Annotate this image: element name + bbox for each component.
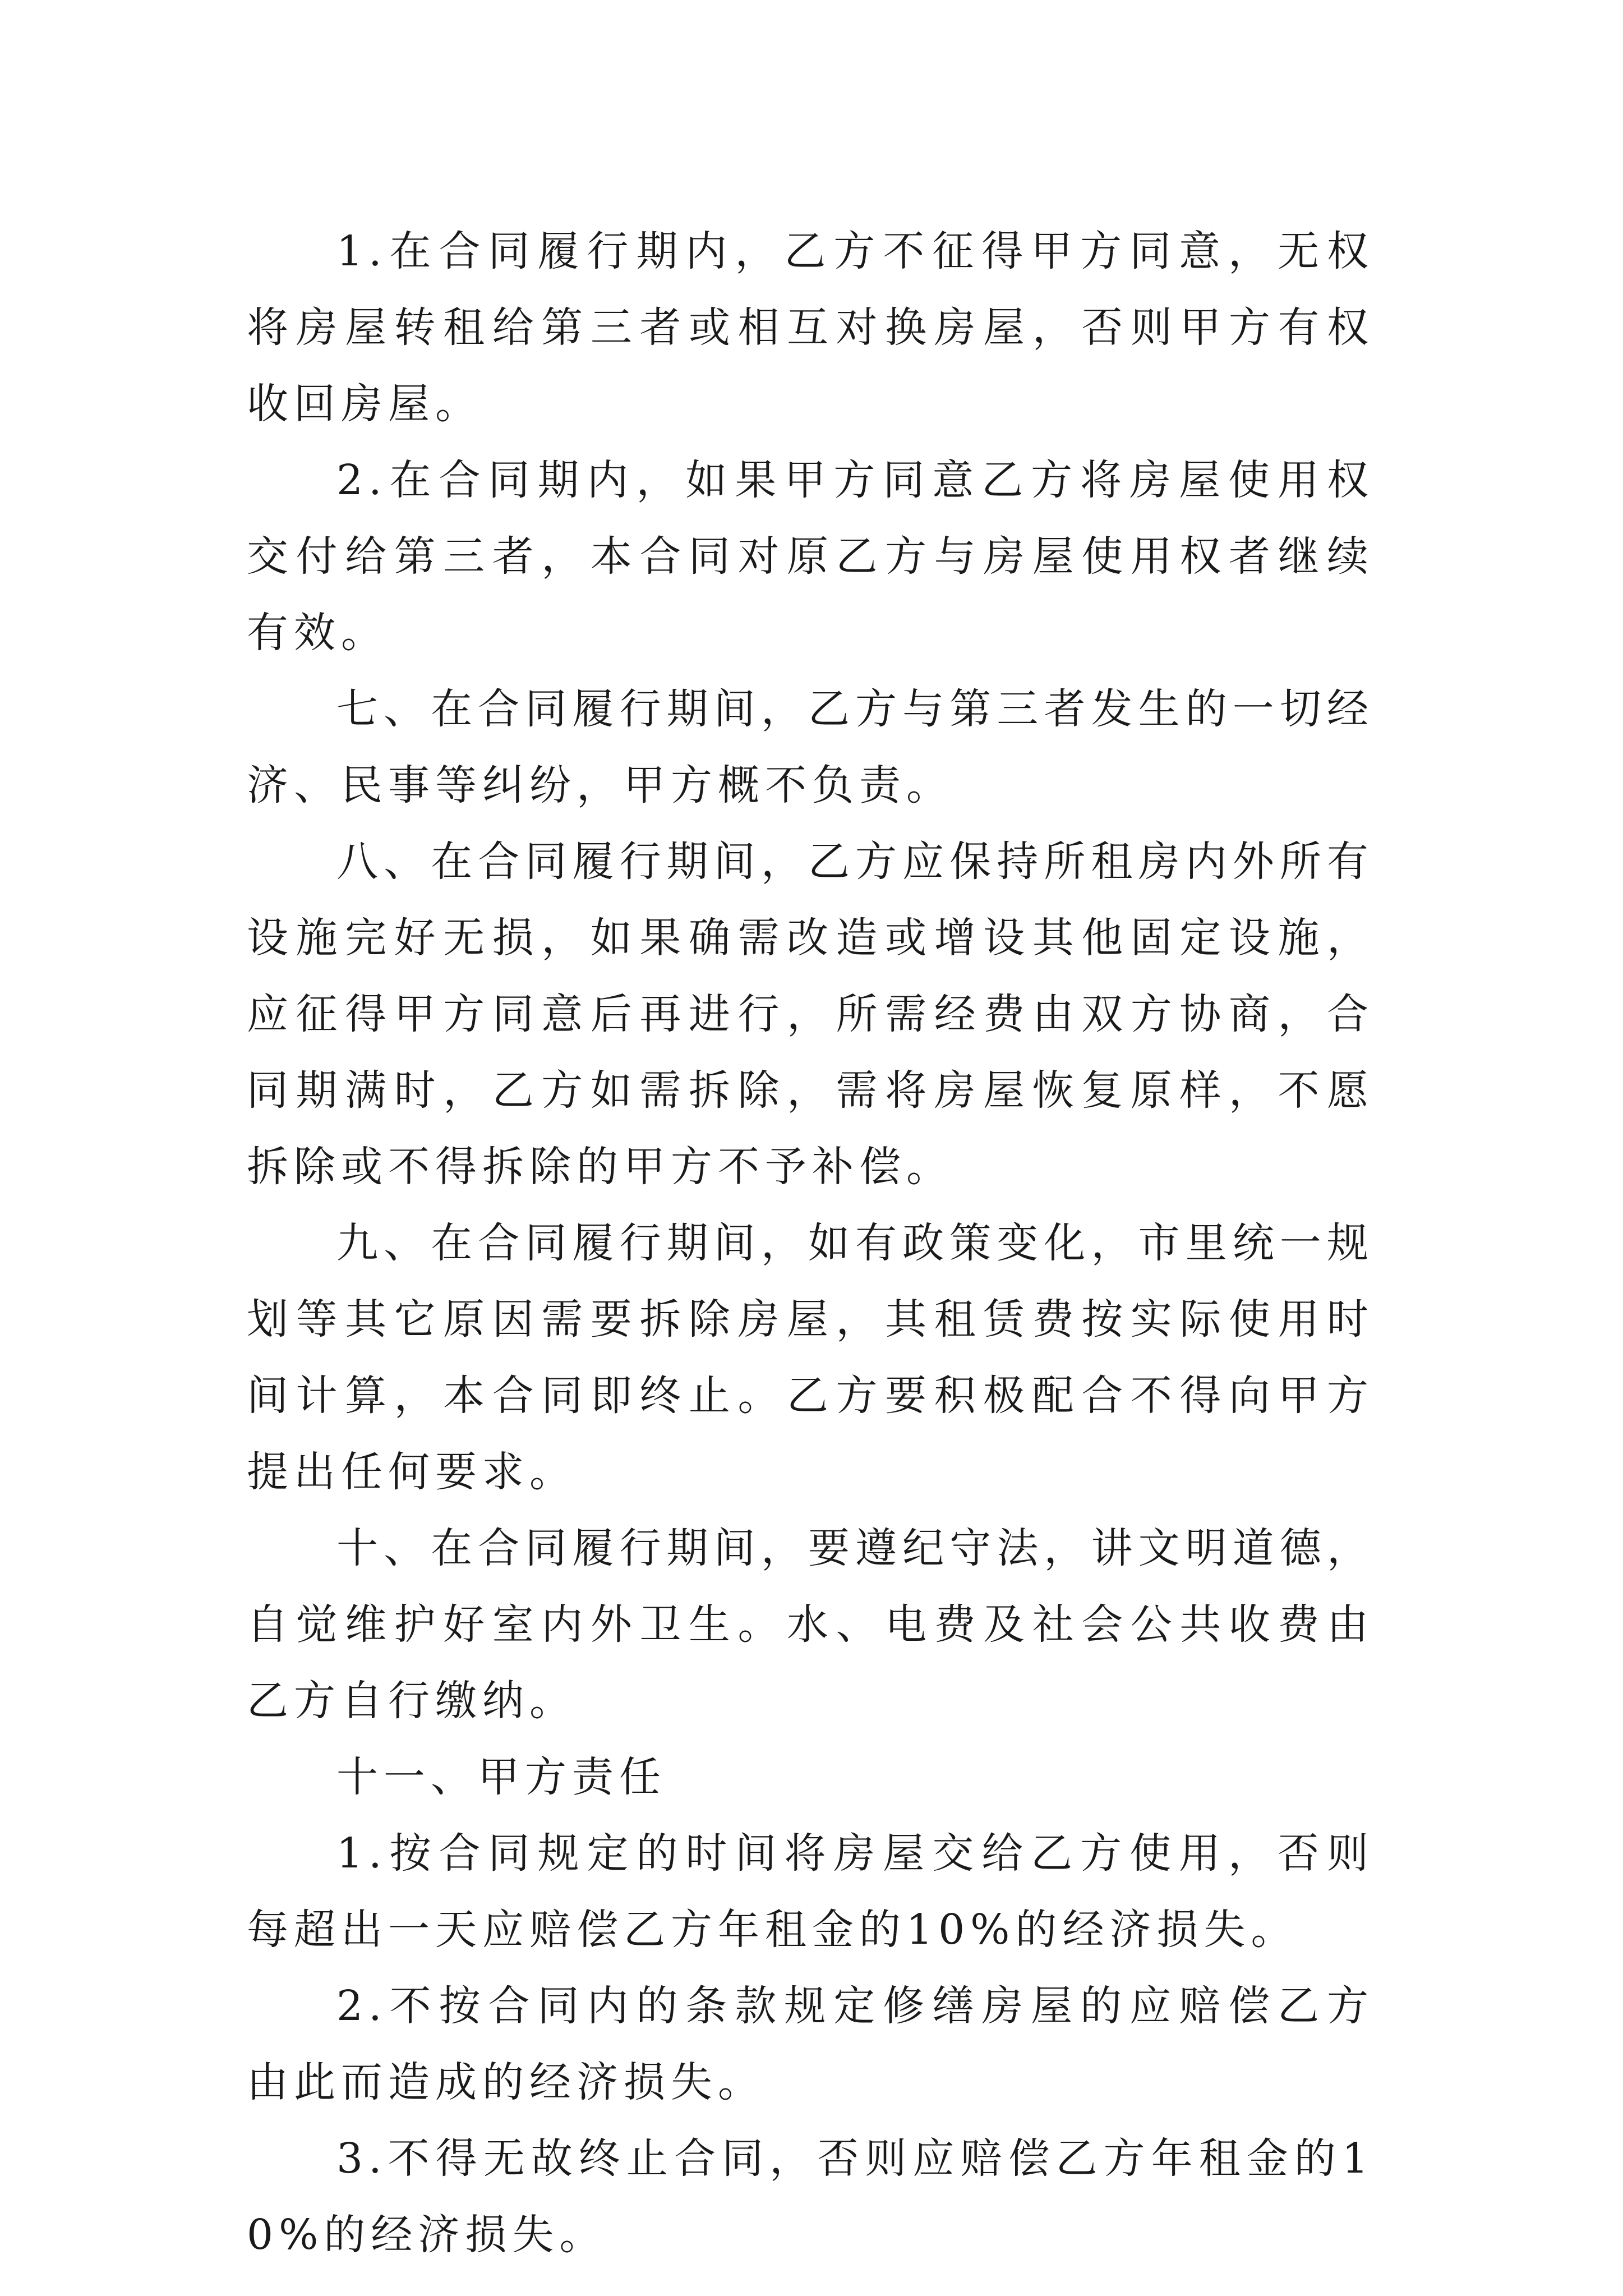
paragraph-clause-11-3: 3.不得无故终止合同，否则应赔偿乙方年租金的10%的经济损失。 bbox=[247, 2134, 1374, 2259]
paragraph-clause-8: 八、在合同履行期间，乙方应保持所租房内外所有设施完好无损，如果确需改造或增设其他固定设施，应征得甲方同意后再进行，所需经费由双方协商，合同期满时，乙方如需拆除，需将房屋恢复原样，不愿拆除或不得拆除的甲方不予补偿。 bbox=[247, 838, 1374, 1191]
section-heading-party-a-responsibility: 十一、甲方责任 bbox=[336, 1753, 666, 1801]
paragraph-clause-11-1: 1.按合同规定的时间将房屋交给乙方使用，否则每超出一天应赔偿乙方年租金的10%的经济损失。 bbox=[247, 1829, 1374, 1954]
paragraph-clause-11-2: 2.不按合同内的条款规定修缮房屋的应赔偿乙方由此而造成的经济损失。 bbox=[247, 1982, 1374, 2106]
paragraph-clause-6-2: 2.在合同期内，如果甲方同意乙方将房屋使用权交付给第三者，本合同对原乙方与房屋使用权者继续有效。 bbox=[247, 456, 1374, 657]
document-body bbox=[247, 213, 1374, 2273]
paragraph-clause-7: 七、在合同履行期间，乙方与第三者发生的一切经济、民事等纠纷，甲方概不负责。 bbox=[247, 685, 1374, 809]
paragraph-clause-6-1: 1.在合同履行期内，乙方不征得甲方同意，无权将房屋转租给第三者或相互对换房屋，否则甲方有权收回房屋。 bbox=[247, 227, 1374, 428]
paragraph-clause-9: 九、在合同履行期间，如有政策变化，市里统一规划等其它原因需要拆除房屋，其租赁费按实际使用时间计算，本合同即终止。乙方要积极配合不得向甲方提出任何要求。 bbox=[247, 1219, 1374, 1496]
paragraph-clause-10: 十、在合同履行期间，要遵纪守法，讲文明道德，自觉维护好室内外卫生。水、电费及社会公共收费由乙方自行缴纳。 bbox=[247, 1524, 1374, 1725]
